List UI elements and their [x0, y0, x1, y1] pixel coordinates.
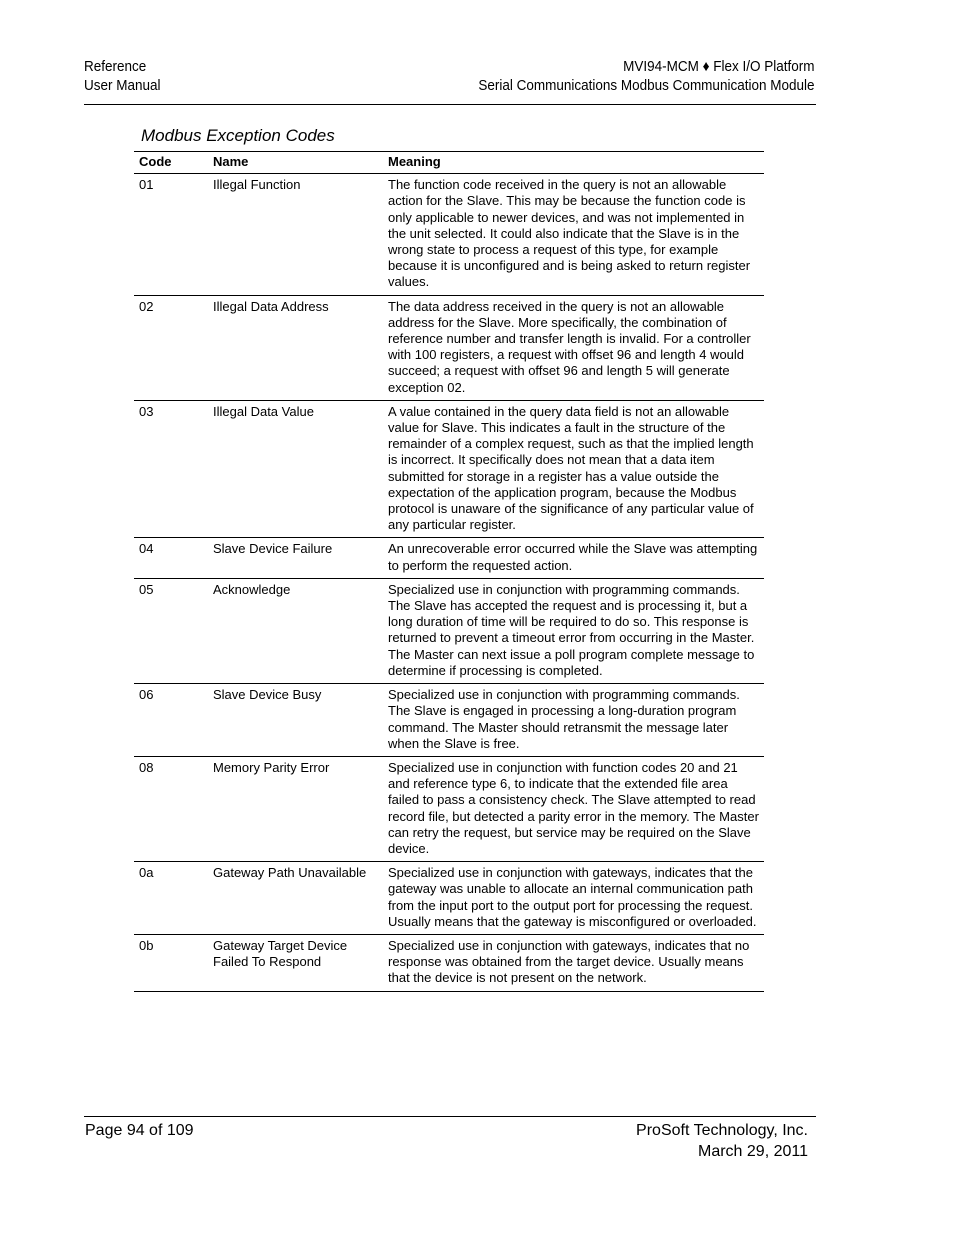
table-row	[134, 174, 764, 295]
footer-divider	[84, 1116, 816, 1117]
table-row	[134, 862, 764, 935]
cell-name: Gateway Target Device Failed To Respond	[208, 934, 383, 991]
section-title: Modbus Exception Codes	[141, 126, 335, 145]
cell-meaning: Specialized use in conjunction with gateways, indicates that the gateway was unable to allocate an internal communication path from the input port to the output port for processing the request. Usually means that the gateway is misconfigured or overloaded.	[383, 862, 764, 935]
cell-code: 05	[134, 578, 208, 683]
cell-meaning: An unrecoverable error occurred while the Slave was attempting to perform the requested action.	[383, 538, 764, 578]
table-row	[134, 756, 764, 861]
footer-date: March 29, 2011	[698, 1143, 808, 1160]
cell-meaning: A value contained in the query data field is not an allowable value for Slave. This indicates a fault in the structure of the remainder of a complex request, such as that the implied length is incorrect. It specifically does not mean that a data item submitted for storage in a register has a value outside the expectation of the application program, because the Modbus protocol is unaware of the significance of any particular value of any particular register.	[383, 400, 764, 538]
table-header-row	[134, 152, 764, 174]
table-row	[134, 400, 764, 538]
cell-name: Slave Device Failure	[208, 538, 383, 578]
column-header-name: Name	[208, 152, 383, 174]
header-product-description: Serial Communications Modbus Communication Module	[477, 77, 814, 94]
page-header-left	[84, 57, 161, 95]
table-row	[134, 934, 764, 991]
cell-meaning: The function code received in the query is not an allowable action for the Slave. This may be because the function code is only applicable to newer devices, and was not implemented in the unit selected. It could also indicate that the Slave is in the wrong state to process a request of this type, for example because it is unconfigured and is being asked to return register values.	[383, 174, 764, 295]
exception-codes-table	[134, 151, 764, 992]
table-row	[134, 578, 764, 683]
table-row	[134, 538, 764, 578]
cell-code: 08	[134, 756, 208, 861]
table-row	[134, 684, 764, 757]
cell-code: 01	[134, 174, 208, 295]
cell-code: 03	[134, 400, 208, 538]
cell-meaning: Specialized use in conjunction with gateways, indicates that no response was obtained from the target device. Usually means that the device is not present on the network.	[383, 934, 764, 991]
header-section-label: Reference	[84, 58, 147, 75]
footer-company: ProSoft Technology, Inc.	[636, 1122, 808, 1139]
column-header-code: Code	[134, 152, 208, 174]
table-row	[134, 295, 764, 400]
cell-name: Slave Device Busy	[208, 684, 383, 757]
page-footer-right	[636, 1120, 808, 1162]
cell-name: Illegal Data Value	[208, 400, 383, 538]
column-header-meaning: Meaning	[383, 152, 764, 174]
header-document-type: User Manual	[84, 77, 161, 94]
page-number: Page 94 of 109	[85, 1122, 194, 1139]
cell-code: 02	[134, 295, 208, 400]
cell-meaning: Specialized use in conjunction with function codes 20 and 21 and reference type 6, to indicate that the extended file area failed to pass a consistency check. The Slave attempted to read record file, but detected a parity error in the memory. The Master can retry the request, but service may be required on the Slave device.	[383, 756, 764, 861]
cell-name: Memory Parity Error	[208, 756, 383, 861]
cell-code: 0a	[134, 862, 208, 935]
cell-code: 04	[134, 538, 208, 578]
cell-name: Illegal Data Address	[208, 295, 383, 400]
header-product-name: MVI94-MCM ♦ Flex I/O Platform	[622, 58, 814, 75]
cell-meaning: Specialized use in conjunction with programming commands. The Slave has accepted the request and is processing it, but a long duration of time will be required to do so. This response is returned to prevent a timeout error from occurring in the Master. The Master can next issue a poll program complete message to determine if processing is completed.	[383, 578, 764, 683]
cell-name: Acknowledge	[208, 578, 383, 683]
cell-name: Illegal Function	[208, 174, 383, 295]
cell-code: 0b	[134, 934, 208, 991]
cell-meaning: The data address received in the query is not an allowable address for the Slave. More specifically, the combination of reference number and transfer length is invalid. For a controller with 100 registers, a request with offset 96 and length 4 would succeed; a request with offset 96 and length 5 will generate exception 02.	[383, 295, 764, 400]
page-header-right	[478, 57, 814, 95]
cell-code: 06	[134, 684, 208, 757]
cell-meaning: Specialized use in conjunction with programming commands. The Slave is engaged in processing a long-duration program command. The Master should retransmit the message later when the Slave is free.	[383, 684, 764, 757]
header-divider	[84, 104, 816, 105]
cell-name: Gateway Path Unavailable	[208, 862, 383, 935]
